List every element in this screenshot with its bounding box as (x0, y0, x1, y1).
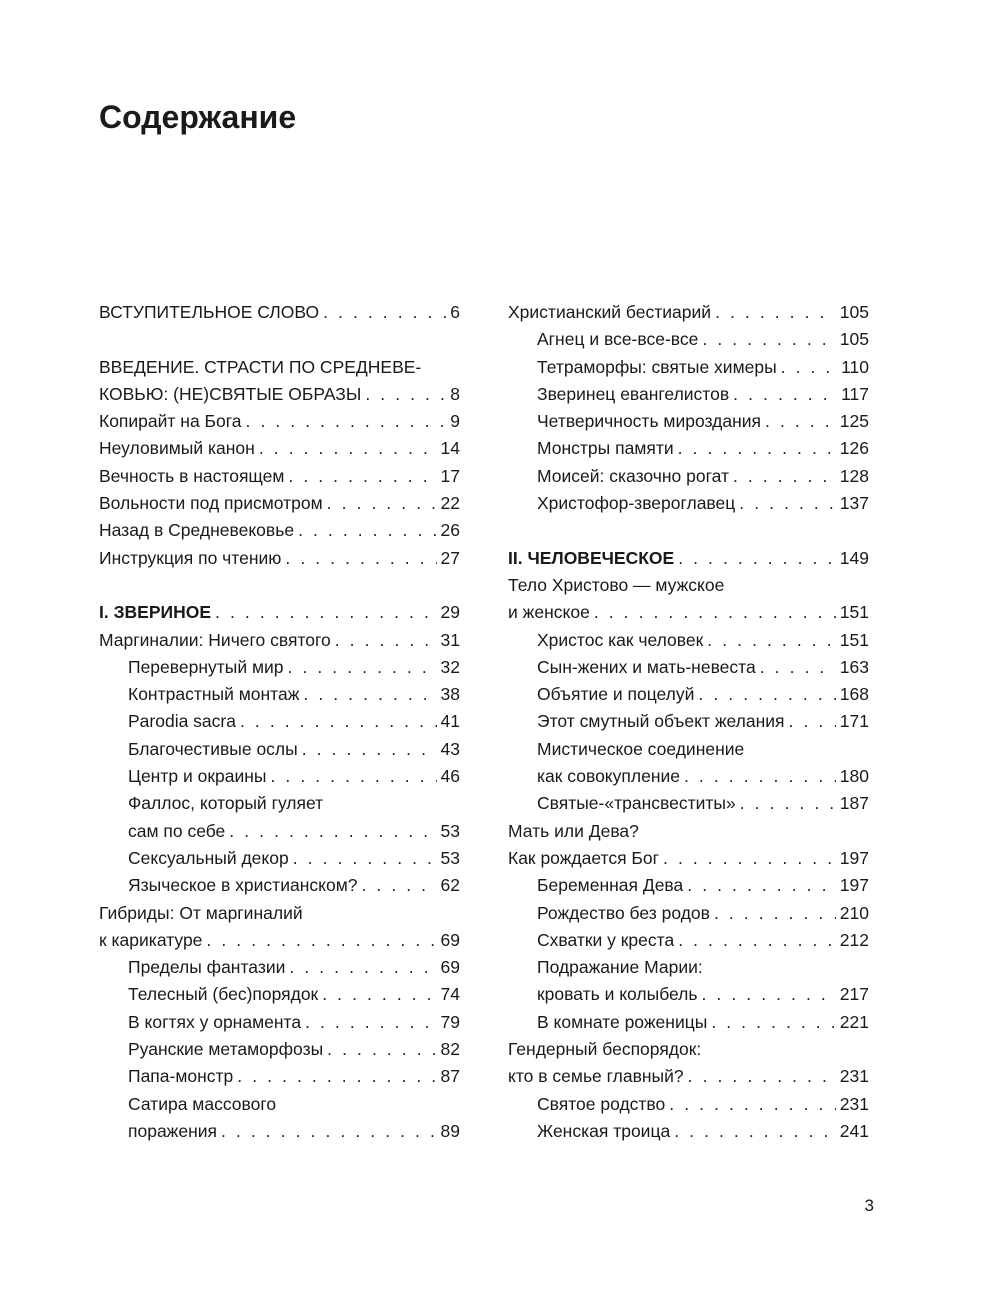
toc-page-number: 41 (440, 711, 460, 732)
toc-entry-title: Моисей: сказочно рогат (537, 465, 729, 486)
toc-entry-title: В когтях у орнамента (128, 1011, 302, 1032)
dot-leader (335, 627, 437, 654)
toc-page-number: 53 (440, 847, 460, 868)
toc-entry-title: Гендерный беспорядок: (508, 1039, 702, 1060)
toc-entry-title: Четверичность мироздания (537, 411, 762, 432)
toc-entry-title: поражения (128, 1120, 218, 1141)
toc-subentry (508, 763, 869, 790)
toc-entry-title: сам по себе (128, 820, 226, 841)
toc-page-number: 128 (839, 465, 869, 486)
dot-leader (229, 818, 436, 845)
toc-entry-title: Мистическое соединение (537, 738, 745, 759)
toc-subentry (99, 1009, 460, 1036)
toc-page-number: 17 (440, 465, 460, 486)
toc-entry-title: Подражание Марии: (537, 957, 703, 978)
dot-leader (715, 299, 836, 326)
toc-page-number: 231 (839, 1093, 869, 1114)
toc-entry (99, 927, 460, 954)
toc-page-number: 105 (839, 329, 869, 350)
toc-subentry (508, 900, 869, 927)
toc-entry-title: ВВЕДЕНИЕ. СТРАСТИ ПО СРЕДНЕВЕ- (99, 356, 422, 377)
dot-leader (789, 708, 836, 735)
toc-page-number: 27 (440, 547, 460, 568)
toc-page-number: 46 (440, 766, 460, 787)
toc-subentry (508, 981, 869, 1008)
dot-leader (303, 681, 436, 708)
toc-entry-title: КОВЬЮ: (НЕ)СВЯТЫЕ ОБРАЗЫ (99, 383, 362, 404)
toc-subentry (99, 790, 460, 817)
toc-entry-title: Агнец и все-все-все (537, 329, 699, 350)
toc-entry-title: Зверинец евангелистов (537, 383, 730, 404)
toc-entry-title: кровать и колыбель (537, 984, 698, 1005)
toc-subentry (99, 845, 460, 872)
toc-subentry (99, 954, 460, 981)
toc-entry-title: Parodia sacra (128, 711, 236, 732)
toc-subentry (508, 326, 869, 353)
toc-entry-title: Объятие и поцелуй (537, 684, 695, 705)
toc-entry-title: В комнате роженицы (537, 1011, 708, 1032)
toc-page-number: 168 (839, 684, 869, 705)
toc-page-number: 29 (440, 602, 460, 623)
toc-spacer (99, 572, 460, 599)
toc-entry-title: Телесный (бес)порядок (128, 984, 319, 1005)
toc-subentry (508, 1091, 869, 1118)
toc-subentry (99, 1118, 460, 1145)
dot-leader (322, 981, 436, 1008)
toc-entry-title: Рождество без родов (537, 902, 710, 923)
toc-spacer (508, 517, 869, 544)
toc-entry-title: II. ЧЕЛОВЕЧЕСКОЕ (508, 547, 675, 568)
dot-leader (327, 490, 437, 517)
toc-entry-title: Женская троица (537, 1120, 671, 1141)
toc-page-number: 82 (440, 1039, 460, 1060)
dot-leader (298, 517, 436, 544)
toc-subentry (508, 463, 869, 490)
dot-leader (289, 954, 436, 981)
dot-leader (678, 435, 836, 462)
toc-page-number: 87 (440, 1066, 460, 1087)
toc-page-number: 212 (839, 929, 869, 950)
toc-entry (99, 627, 460, 654)
toc-subentry (99, 981, 460, 1008)
toc-subentry (99, 736, 460, 763)
toc-entry-title: Мать или Дева? (508, 820, 639, 841)
toc-subentry (508, 627, 869, 654)
toc-subentry (99, 1091, 460, 1118)
toc-entry-title: Руанские метаморфозы (128, 1039, 324, 1060)
toc-page-number: 210 (839, 902, 869, 923)
toc-subentry (508, 408, 869, 435)
toc-subentry (508, 681, 869, 708)
toc-right-column (508, 299, 869, 1145)
toc-entry-title: Сын-жених и мать-невеста (537, 656, 756, 677)
toc-page-number: 197 (839, 875, 869, 896)
dot-leader (270, 763, 436, 790)
dot-leader (765, 408, 836, 435)
toc-entry (99, 408, 460, 435)
dot-leader (365, 381, 446, 408)
toc-entry-title: Перевернутый мир (128, 656, 284, 677)
dot-leader (707, 627, 836, 654)
toc-subentry (99, 681, 460, 708)
dot-leader (702, 981, 836, 1008)
toc-subentry (508, 708, 869, 735)
toc-entry (99, 517, 460, 544)
toc-page-number: 187 (839, 793, 869, 814)
toc-entry (99, 435, 460, 462)
toc-subentry (508, 1009, 869, 1036)
toc-entry (508, 572, 869, 599)
toc-entry-title: Вечность в настоящем (99, 465, 285, 486)
dot-leader (781, 354, 837, 381)
toc-entry-title: и женское (508, 602, 590, 623)
toc-subentry (508, 381, 869, 408)
toc-entry-title: Неуловимый канон (99, 438, 255, 459)
dot-leader (215, 599, 436, 626)
dot-leader (669, 1091, 836, 1118)
dot-leader (733, 463, 836, 490)
toc-entry-title: Маргиналии: Ничего святого (99, 629, 331, 650)
toc-entry-title: I. ЗВЕРИНОЕ (99, 602, 212, 623)
toc-page-number: 6 (450, 302, 460, 322)
toc-spacer (99, 326, 460, 353)
toc-page-number: 241 (839, 1120, 869, 1141)
toc-page-number: 163 (839, 656, 869, 677)
toc-subentry (508, 654, 869, 681)
toc-subentry (508, 954, 869, 981)
toc-entry-title: Языческое в христианском? (128, 875, 358, 896)
dot-leader (285, 545, 436, 572)
dot-leader (206, 927, 436, 954)
toc-entry (99, 299, 460, 326)
toc-subentry (99, 1036, 460, 1063)
toc-entry-title: Святое родство (537, 1093, 666, 1114)
toc-page-number: 53 (440, 820, 460, 841)
toc-entry-title: Схватки у креста (537, 929, 675, 950)
toc-entry (99, 490, 460, 517)
toc-page-number: 89 (440, 1120, 460, 1141)
toc-entry (508, 1036, 869, 1063)
toc-subentry (99, 1063, 460, 1090)
toc-page-number: 69 (440, 957, 460, 978)
toc-subentry (508, 736, 869, 763)
toc-entry-title: Благочестивые ослы (128, 738, 298, 759)
toc-page-number: 14 (440, 438, 460, 459)
dot-leader (733, 381, 837, 408)
dot-leader (687, 872, 836, 899)
toc-page-number: 38 (440, 684, 460, 705)
dot-leader (221, 1118, 437, 1145)
toc-entry-title: Гибриды: От маргиналий (99, 902, 303, 923)
toc-page-number: 137 (839, 493, 869, 514)
toc-page-number: 26 (440, 520, 460, 541)
toc-entry-title: ВСТУПИТЕЛЬНОЕ СЛОВО (99, 302, 320, 322)
dot-leader (594, 599, 836, 626)
dot-leader (323, 299, 446, 326)
toc-page-number: 231 (839, 1066, 869, 1087)
dot-leader (760, 654, 836, 681)
toc-page-number: 125 (839, 411, 869, 432)
dot-leader (240, 708, 437, 735)
toc-entry-title: Как рождается Бог (508, 847, 660, 868)
toc-entry-title: Контрастный монтаж (128, 684, 300, 705)
toc-entry (99, 545, 460, 572)
toc-entry-title: Этот смутный объект желания (537, 711, 785, 732)
toc-subentry (508, 872, 869, 899)
dot-leader (288, 463, 436, 490)
toc-entry (508, 818, 869, 845)
toc-entry-title: Папа-монстр (128, 1066, 234, 1087)
dot-leader (237, 1063, 436, 1090)
toc-part-heading (508, 545, 869, 572)
toc-subentry (99, 818, 460, 845)
toc-subentry (508, 490, 869, 517)
toc-entry-title: Инструкция по чтению (99, 547, 282, 568)
toc-page-number: 79 (440, 1011, 460, 1032)
dot-leader (711, 1009, 835, 1036)
toc-page-number: 105 (839, 302, 869, 322)
toc-entry (99, 900, 460, 927)
toc-subentry (99, 872, 460, 899)
toc-entry (99, 463, 460, 490)
toc-entry (99, 354, 460, 381)
dot-leader (302, 736, 437, 763)
dot-leader (305, 1009, 436, 1036)
toc-entry (99, 381, 460, 408)
toc-page-number: 74 (440, 984, 460, 1005)
toc-entry-title: Беременная Дева (537, 875, 684, 896)
toc-page-number: 217 (839, 984, 869, 1005)
toc-entry-title: Тело Христово — мужское (508, 574, 725, 595)
toc-page-number: 32 (440, 656, 460, 677)
toc-entry (508, 845, 869, 872)
page-number: 3 (864, 1196, 874, 1215)
toc-subentry (508, 927, 869, 954)
dot-leader (361, 872, 436, 899)
toc-subentry (99, 708, 460, 735)
dot-leader (663, 845, 836, 872)
dot-leader (702, 326, 835, 353)
toc-entry-title: Святые-«трансвеститы» (537, 793, 736, 814)
toc-page-number: 126 (839, 438, 869, 459)
dot-leader (740, 790, 836, 817)
toc-part-heading (99, 599, 460, 626)
toc-entry-title: Христос как человек (537, 629, 704, 650)
toc-page-number: 151 (839, 602, 869, 623)
dot-leader (678, 545, 836, 572)
toc-entry-title: Фаллос, который гуляет (128, 793, 324, 814)
toc-page-number: 151 (839, 629, 869, 650)
toc-page-number: 171 (839, 711, 869, 732)
toc-page-number: 62 (440, 875, 460, 896)
toc-subentry (508, 790, 869, 817)
toc-entry-title: Вольности под присмотром (99, 493, 323, 514)
toc-entry-title: Сексуальный декор (128, 847, 289, 868)
dot-leader (327, 1036, 436, 1063)
toc-entry-title: как совокупление (537, 766, 680, 787)
toc-entry-title: к карикатуре (99, 929, 203, 950)
toc-entry-title: Копирайт на Бога (99, 411, 242, 432)
dot-leader (246, 408, 447, 435)
dot-leader (259, 435, 437, 462)
dot-leader (698, 681, 835, 708)
toc-page-number: 221 (839, 1011, 869, 1032)
toc-entry-title: Центр и окраины (128, 766, 267, 787)
toc-entry-title: Христианский бестиарий (508, 302, 712, 322)
toc-subentry (508, 1118, 869, 1145)
dot-leader (684, 763, 836, 790)
toc-page-number: 69 (440, 929, 460, 950)
toc-subentry (508, 435, 869, 462)
dot-leader (739, 490, 836, 517)
toc-page-number: 197 (839, 847, 869, 868)
toc-page-number: 9 (450, 411, 460, 432)
toc-entry-title: Назад в Средневековье (99, 520, 295, 541)
toc-page-number: 31 (440, 629, 460, 650)
toc-entry (508, 1063, 869, 1090)
toc-page-number: 8 (450, 383, 460, 404)
toc-entry (508, 299, 869, 326)
toc-entry (508, 599, 869, 626)
toc-page-number: 22 (440, 493, 460, 514)
dot-leader (714, 900, 836, 927)
toc-page-number: 117 (841, 383, 869, 404)
toc-subentry (508, 354, 869, 381)
dot-leader (288, 654, 437, 681)
dot-leader (688, 1063, 836, 1090)
toc-page-number: 110 (841, 356, 869, 377)
toc-left-column (99, 299, 460, 1145)
toc-entry-title: кто в семье главный? (508, 1066, 684, 1087)
toc-page-number: 149 (839, 547, 869, 568)
toc-entry-title: Пределы фантазии (128, 957, 286, 978)
dot-leader (293, 845, 437, 872)
dot-leader (678, 927, 836, 954)
dot-leader (674, 1118, 836, 1145)
page-title: Содержание (99, 99, 297, 135)
toc-page-number: 180 (839, 766, 869, 787)
toc-entry-title: Тетраморфы: святые химеры (537, 356, 777, 377)
toc-entry-title: Христофор-звероглавец (537, 493, 736, 514)
toc-subentry (99, 763, 460, 790)
toc-entry-title: Монстры памяти (537, 438, 674, 459)
toc-page-number: 43 (440, 738, 460, 759)
toc-subentry (99, 654, 460, 681)
toc-entry-title: Сатира массового (128, 1093, 277, 1114)
